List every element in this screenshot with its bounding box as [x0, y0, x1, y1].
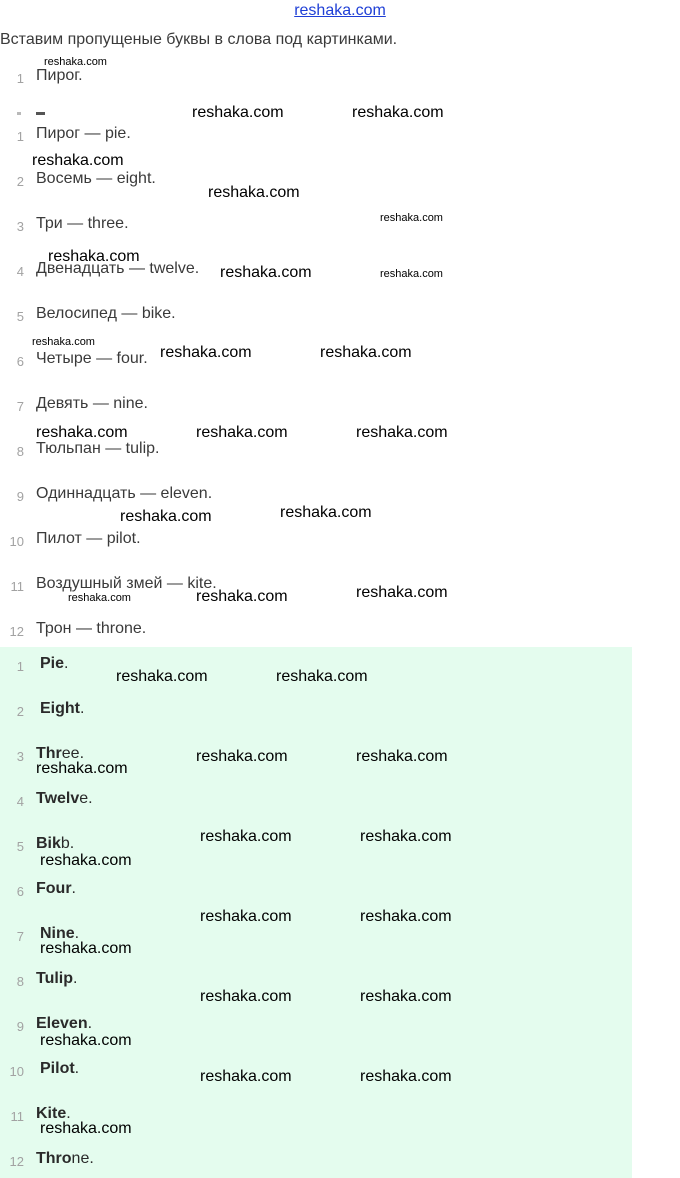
answer-number: 2	[16, 704, 24, 719]
answer-bold: Thr	[36, 745, 62, 762]
answer-rest: ee.	[61, 745, 85, 762]
watermark: reshaka.com	[380, 268, 443, 280]
answer-text	[40, 700, 84, 718]
answer-bold: Pilot	[40, 1060, 75, 1077]
answer-bold: Kite	[36, 1105, 67, 1122]
answer-text	[40, 655, 68, 673]
answer-bold: Thro	[36, 1150, 72, 1167]
answer-bold: Tulip	[36, 970, 74, 987]
answer-text	[40, 1060, 79, 1078]
row-number: 4	[16, 264, 24, 279]
answer-rest: .	[74, 1060, 80, 1077]
answer-rest: ne.	[71, 1150, 94, 1167]
answer-number: 7	[16, 929, 24, 944]
answer-bold: Bik	[36, 835, 61, 852]
answer-number: 4	[16, 794, 24, 809]
watermark: reshaka.com	[352, 104, 444, 121]
row-text: Девять — nine.	[36, 395, 148, 412]
watermark: reshaka.com	[32, 152, 124, 169]
answer-rest: e.	[79, 790, 93, 807]
site-link[interactable]: reshaka.com	[294, 2, 386, 19]
row-text: Трон — throne.	[36, 620, 147, 637]
row-text: Пирог — pie.	[36, 125, 131, 142]
answer-bold: Eleven	[36, 1015, 88, 1032]
answer-text	[36, 880, 76, 898]
watermark: reshaka.com	[196, 588, 288, 605]
watermark: reshaka.com	[192, 104, 284, 121]
row-number: 1	[16, 129, 24, 144]
answer-text	[36, 1015, 92, 1033]
answer-bold: Pie	[40, 655, 65, 672]
answer-rest: .	[87, 1015, 93, 1032]
row-number: 11	[10, 579, 24, 594]
answer-rest: .	[80, 700, 85, 717]
watermark: reshaka.com	[276, 668, 368, 685]
answer-number: 3	[16, 749, 24, 764]
answer-text	[36, 1150, 94, 1168]
answers-panel	[0, 647, 632, 1178]
watermark: reshaka.com	[196, 424, 288, 441]
watermark: reshaka.com	[360, 828, 452, 845]
row-number: 1	[16, 71, 24, 86]
watermark: reshaka.com	[208, 184, 300, 201]
watermark: reshaka.com	[356, 748, 448, 765]
row-text: Пилот — pilot.	[36, 530, 141, 547]
watermark: reshaka.com	[160, 344, 252, 361]
row-text: Три — three.	[36, 215, 129, 232]
row-number: 12	[9, 624, 24, 639]
intro-text: Вставим пропущеные буквы в слова под картинками.	[0, 31, 398, 48]
watermark: reshaka.com	[220, 264, 312, 281]
answer-text	[36, 835, 74, 853]
row-text: Двенадцать — twelve.	[36, 260, 200, 277]
answer-rest: .	[64, 655, 69, 672]
answer-number: 10	[9, 1064, 24, 1079]
row-number: 3	[16, 219, 24, 234]
row-number: 7	[16, 399, 24, 414]
answer-text	[36, 790, 93, 808]
watermark: reshaka.com	[356, 424, 448, 441]
row-text: Тюльпан — tulip.	[36, 440, 160, 457]
row-text: Одиннадцать — eleven.	[36, 485, 213, 502]
answer-text	[36, 970, 77, 988]
watermark: reshaka.com	[44, 56, 107, 68]
watermark: reshaka.com	[360, 1068, 452, 1085]
row-text: Воздушный змей — kite.	[36, 575, 217, 592]
watermark: reshaka.com	[280, 504, 372, 521]
answer-rest: .	[66, 1105, 71, 1122]
watermark: reshaka.com	[200, 828, 292, 845]
answer-number: 6	[16, 884, 24, 899]
watermark: reshaka.com	[36, 760, 128, 777]
row-text: Восемь — eight.	[36, 170, 156, 187]
watermark: reshaka.com	[196, 748, 288, 765]
row-number: 6	[16, 354, 24, 369]
watermark: reshaka.com	[32, 336, 95, 348]
row-number: 9	[16, 489, 24, 504]
watermark: reshaka.com	[360, 908, 452, 925]
watermark: reshaka.com	[40, 940, 132, 957]
watermark: reshaka.com	[120, 508, 212, 525]
watermark: reshaka.com	[40, 1120, 132, 1137]
watermark: reshaka.com	[200, 988, 292, 1005]
watermark: reshaka.com	[200, 1068, 292, 1085]
answer-number: 8	[16, 974, 24, 989]
watermark: reshaka.com	[68, 592, 131, 604]
row-number: 8	[16, 444, 24, 459]
watermark: reshaka.com	[356, 584, 448, 601]
answer-number: 11	[10, 1109, 24, 1124]
row-text: Велосипед — bike.	[36, 305, 176, 322]
row-number: 5	[16, 309, 24, 324]
row-text: Четыре — four.	[36, 350, 148, 367]
row-text: Пирог.	[36, 67, 83, 84]
answer-number: 9	[16, 1019, 24, 1034]
answer-bold: Twelv	[36, 790, 80, 807]
answer-number: 12	[9, 1154, 24, 1169]
row-number: 10	[9, 534, 24, 549]
answer-rest: .	[73, 970, 78, 987]
watermark: reshaka.com	[40, 852, 132, 869]
cut-off-number	[17, 112, 21, 115]
answer-bold: Eight	[40, 700, 80, 717]
answer-number: 5	[16, 839, 24, 854]
answer-rest: b.	[60, 835, 75, 852]
watermark: reshaka.com	[40, 1032, 132, 1049]
cut-off-text	[36, 112, 45, 115]
answer-rest: .	[74, 925, 80, 942]
row-number: 2	[16, 174, 24, 189]
watermark: reshaka.com	[200, 908, 292, 925]
watermark: reshaka.com	[360, 988, 452, 1005]
watermark: reshaka.com	[36, 424, 128, 441]
answer-bold: Nine	[40, 925, 75, 942]
watermark: reshaka.com	[380, 212, 443, 224]
watermark: reshaka.com	[320, 344, 412, 361]
watermark: reshaka.com	[116, 668, 208, 685]
answer-rest: .	[71, 880, 76, 897]
answer-bold: Four	[36, 880, 72, 897]
watermark: reshaka.com	[48, 248, 140, 265]
answer-number: 1	[16, 659, 24, 674]
